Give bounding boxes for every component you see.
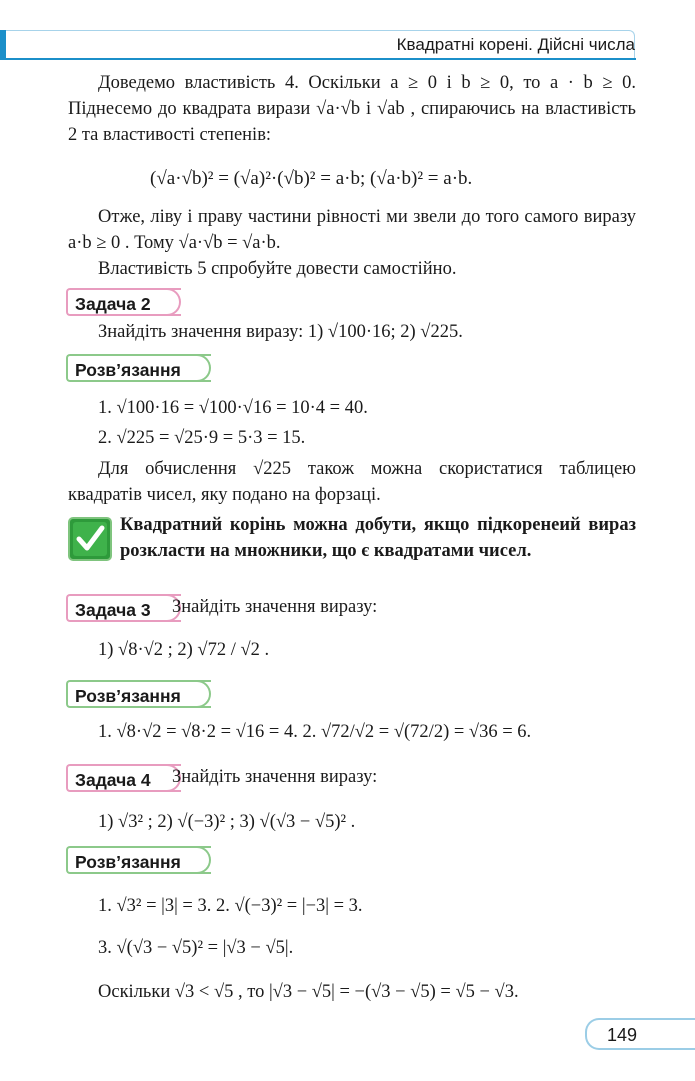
task-2-text: Знайдіть значення виразу: 1) √100·16; 2) √225. <box>98 322 463 342</box>
task-4-solution-3: Оскільки √3 < √5 , то |√3 − √5| = −(√3 − √5) = √5 − √3. <box>98 982 519 1002</box>
task-4-items: 1) √3² ; 2) √(−3)² ; 3) √(√3 − √5)² . <box>98 812 356 832</box>
task-4-text: Знайдіть значення виразу: <box>172 767 378 787</box>
task-3-text: Знайдіть значення виразу: <box>172 597 378 617</box>
task-4-label: Задача 4 <box>66 764 181 792</box>
task-3-items: 1) √8·√2 ; 2) √72 / √2 . <box>98 640 270 660</box>
task-3-label: Задача 3 <box>66 594 181 622</box>
page-number: 149 <box>585 1018 695 1050</box>
task-4-solution-2: 3. √(√3 − √5)² = |√3 − √5|. <box>98 938 294 958</box>
header-title: Квадратні корені. Дійсні числа <box>396 35 635 54</box>
task-2-solution-label: Розв’язання <box>66 354 211 382</box>
intro-paragraph-2: Отже, ліву і праву частини рівності ми звели до того самого виразу a·b ≥ 0 . Тому √a·√b = √a·b. <box>68 207 636 253</box>
intro-paragraph-3: Властивість 5 спробуйте довести самостійно. <box>98 259 457 279</box>
task-2-label: Задача 2 <box>66 288 181 316</box>
task-3-solution-label: Розв’язання <box>66 680 211 708</box>
intro-formula: (√a·√b)² = (√a)²·(√b)² = a·b; (√a·b)² = a·b. <box>150 168 473 189</box>
task-2-solution-1: 1. √100·16 = √100·√16 = 10·4 = 40. <box>98 398 368 418</box>
header-underline <box>6 58 636 60</box>
task-4-solution-label: Розв’язання <box>66 846 211 874</box>
task-4-solution-1: 1. √3² = |3| = 3. 2. √(−3)² = |−3| = 3. <box>98 896 363 916</box>
task-2-note: Для обчислення √225 також можна скористатися таблицею квадратів чисел, яку подано на форзаці. <box>68 459 636 505</box>
running-header <box>0 28 695 64</box>
intro-paragraph-1: Доведемо властивість 4. Оскільки a ≥ 0 і b ≥ 0, то a · b ≥ 0. Піднесемо до квадрата вирази √a·√b і √ab , спираючись на властивість 2 та властивості степенів: <box>68 73 636 145</box>
rule-text: Квадратний корінь можна добути, якщо підкоренеий вираз розкласти на множники, що є квадратами чисел. <box>120 515 636 561</box>
checkmark-icon <box>68 517 112 561</box>
task-3-solution: 1. √8·√2 = √8·2 = √16 = 4. 2. √72/√2 = √(72/2) = √36 = 6. <box>98 722 532 742</box>
task-2-solution-2: 2. √225 = √25·9 = 5·3 = 15. <box>98 428 306 448</box>
